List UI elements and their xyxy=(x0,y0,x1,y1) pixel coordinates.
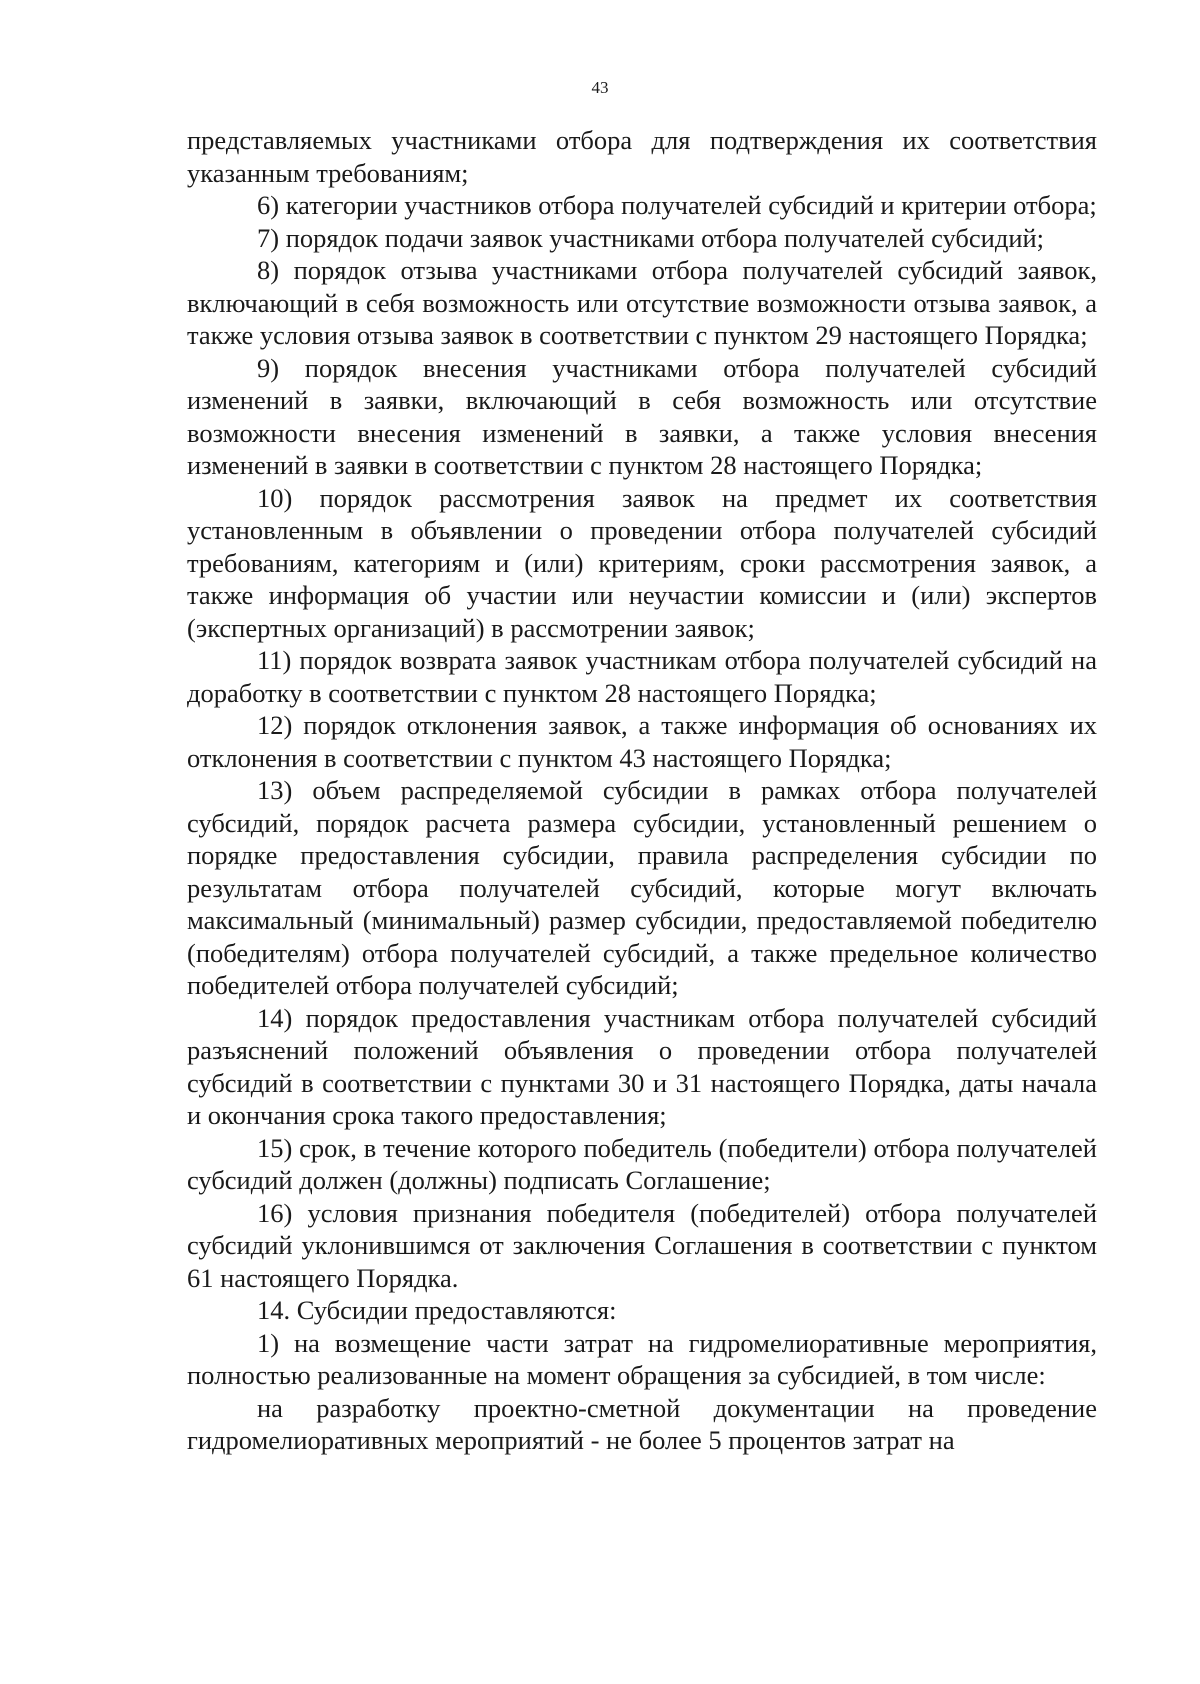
paragraph: представляемых участниками отбора для подтверждения их соответствия указанным требованиям; xyxy=(187,125,1097,188)
paragraph: на разработку проектно-сметной документации на проведение гидромелиоративных мероприятий - не более 5 процентов затрат на xyxy=(187,1392,1097,1455)
list-item-14: 14) порядок предоставления участникам отбора получателей субсидий разъяснений положений объявления о проведении отбора получателей субсидий в соответствии с пунктами 30 и 31 настоящего Порядка, даты начала и окончания срока такого предоставления; xyxy=(187,1002,1097,1130)
list-item-13: 13) объем распределяемой субсидии в рамках отбора получателей субсидий, порядок расчета размера субсидии, установленный решением о порядке предоставления субсидии, правила распределения субсидии по результатам отбора получателей субсидий, которые могут включать максимальный (минимальный) размер субсидии, предоставляемой победителю (победителям) отбора получателей субсидий, а также предельное количество победителей отбора получателей субсидий; xyxy=(187,775,1097,1000)
list-item-6: 6) категории участников отбора получателей субсидий и критерии отбора; xyxy=(257,190,1097,220)
list-item-16: 16) условия признания победителя (победителей) отбора получателей субсидий уклонившимся от заключения Соглашения в соответствии с пунктом 61 настоящего Порядка. xyxy=(187,1197,1097,1293)
document-body xyxy=(187,124,1097,1457)
list-item-12: 12) порядок отклонения заявок, а также информация об основаниях их отклонения в соответствии с пунктом 43 настоящего Порядка; xyxy=(187,710,1097,773)
subitem-1: 1) на возмещение части затрат на гидромелиоративные мероприятия, полностью реализованные на момент обращения за субсидией, в том числе: xyxy=(187,1327,1097,1390)
list-item-15: 15) срок, в течение которого победитель (победители) отбора получателей субсидий должен (должны) подписать Соглашение; xyxy=(187,1132,1097,1195)
list-item-7: 7) порядок подачи заявок участниками отбора получателей субсидий; xyxy=(257,222,1045,253)
list-item-8: 8) порядок отзыва участниками отбора получателей субсидий заявок, включающий в себя возможность или отсутствие возможности отзыва заявок, а также условия отзыва заявок в соответствии с пунктом 29 настоящего Порядка; xyxy=(187,255,1097,350)
section-14-heading: 14. Субсидии предоставляются: xyxy=(257,1295,617,1325)
list-item-11: 11) порядок возврата заявок участникам отбора получателей субсидий на доработку в соответствии с пунктом 28 настоящего Порядка; xyxy=(187,645,1097,708)
list-item-9: 9) порядок внесения участниками отбора получателей субсидий изменений в заявки, включающий в себя возможность или отсутствие возможности внесения изменений в заявки, а также условия внесения изменений в заявки в соответствии с пунктом 28 настоящего Порядка; xyxy=(187,352,1097,480)
list-item-10: 10) порядок рассмотрения заявок на предмет их соответствия установленным в объявлении о проведении отбора получателей субсидий требованиям, категориям и (или) критериям, сроки рассмотрения заявок, а также информация об участии или неучастии комиссии и (или) экспертов (экспертных организаций) в рассмотрении заявок; xyxy=(187,482,1097,643)
page-number: 43 xyxy=(591,78,609,97)
